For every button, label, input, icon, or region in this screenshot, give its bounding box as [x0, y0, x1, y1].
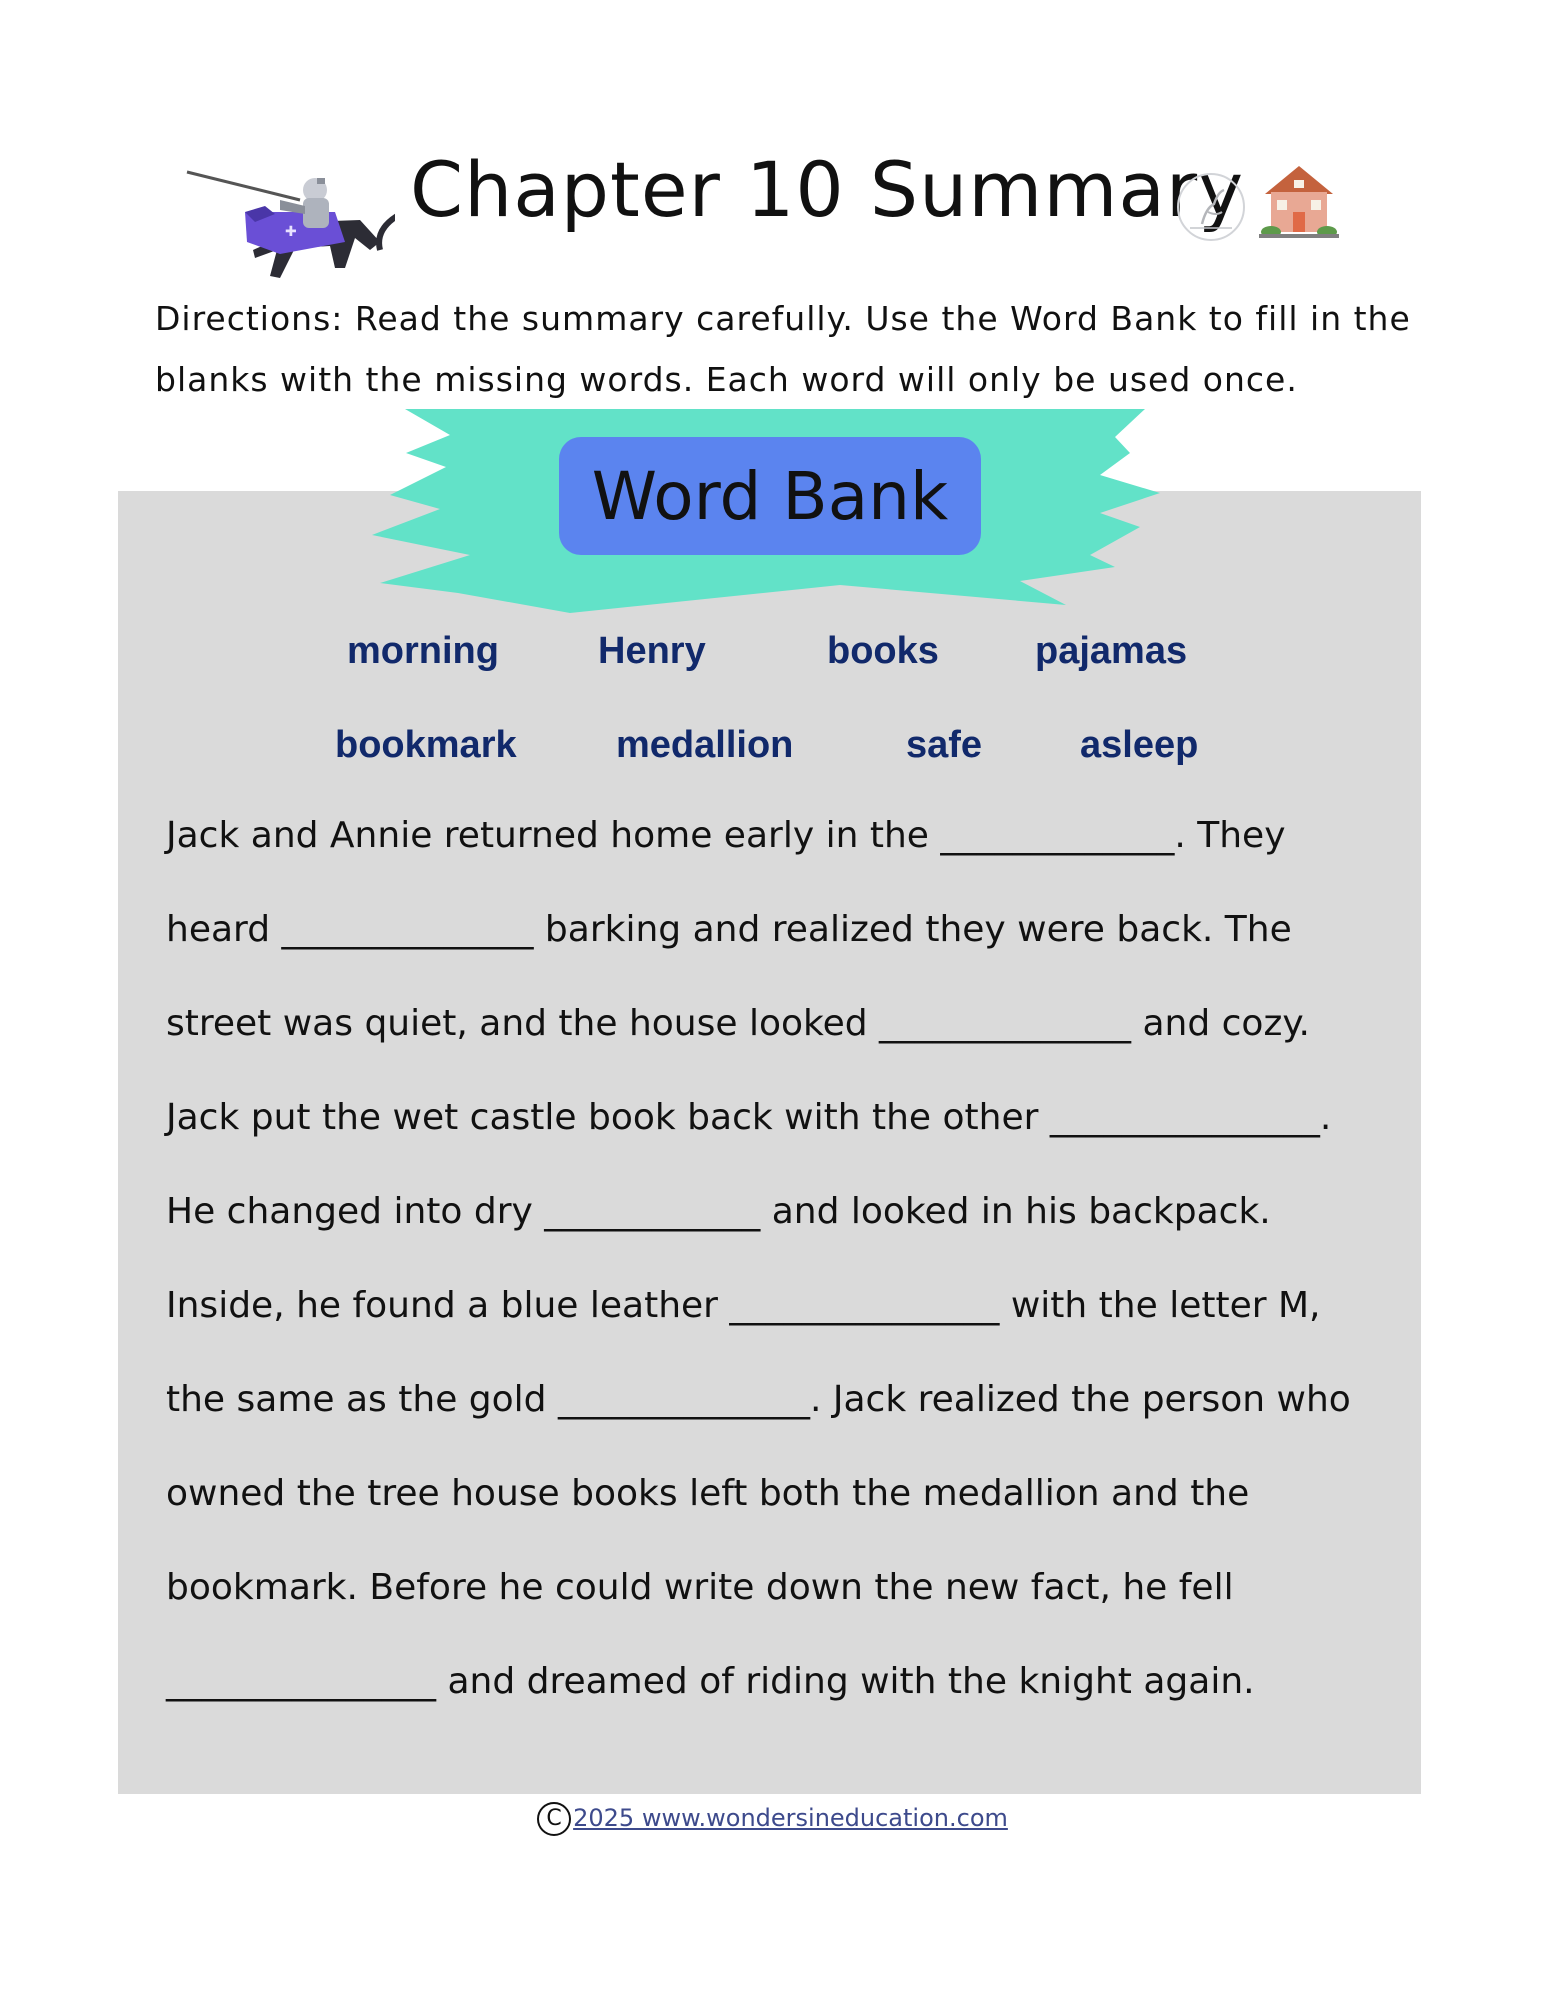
summary-line: heard ______________ barking and realized they were back. The — [166, 909, 1292, 950]
summary-line: owned the tree house books left both the medallion and the — [166, 1473, 1250, 1514]
summary-line: Jack and Annie returned home early in the _____________. They — [166, 815, 1286, 856]
directions-text: Directions: Read the summary carefully. Use the Word Bank to fill in the blanks with the missing words. Each word will only be used once. — [155, 299, 1411, 399]
word-bank-word: morning — [347, 630, 499, 672]
house-illustration — [1257, 160, 1341, 242]
word-bank-word: pajamas — [1035, 630, 1188, 672]
page-title: Chapter 10 Summary — [410, 145, 1245, 234]
copyright-icon: C — [537, 1802, 571, 1836]
word-bank-word: books — [827, 630, 939, 672]
summary-line: street was quiet, and the house looked ______________ and cozy. — [166, 1003, 1310, 1044]
word-bank-word: medallion — [616, 724, 794, 766]
summary-line: _______________ and dreamed of riding with the knight again. — [166, 1661, 1255, 1702]
svg-text:✚: ✚ — [285, 224, 297, 240]
word-bank-word: Henry — [598, 630, 706, 672]
footer — [0, 1802, 1545, 1836]
knight-illustration — [185, 150, 395, 290]
word-bank-word: asleep — [1080, 724, 1199, 766]
footer-link[interactable]: 2025 www.wondersineducation.com — [573, 1804, 1008, 1832]
word-bank-word: bookmark — [335, 724, 517, 766]
heron-logo-icon — [1172, 172, 1250, 242]
summary-line: the same as the gold ______________. Jack realized the person who — [166, 1379, 1351, 1420]
summary-line: bookmark. Before he could write down the new fact, he fell — [166, 1567, 1234, 1608]
summary-line: Inside, he found a blue leather _______________ with the letter M, — [166, 1285, 1321, 1326]
word-bank-label: Word Bank — [559, 437, 981, 555]
summary-line: He changed into dry ____________ and looked in his backpack. — [166, 1191, 1271, 1232]
word-bank-word: safe — [906, 724, 983, 766]
summary-line: Jack put the wet castle book back with the other _______________. — [166, 1097, 1332, 1138]
